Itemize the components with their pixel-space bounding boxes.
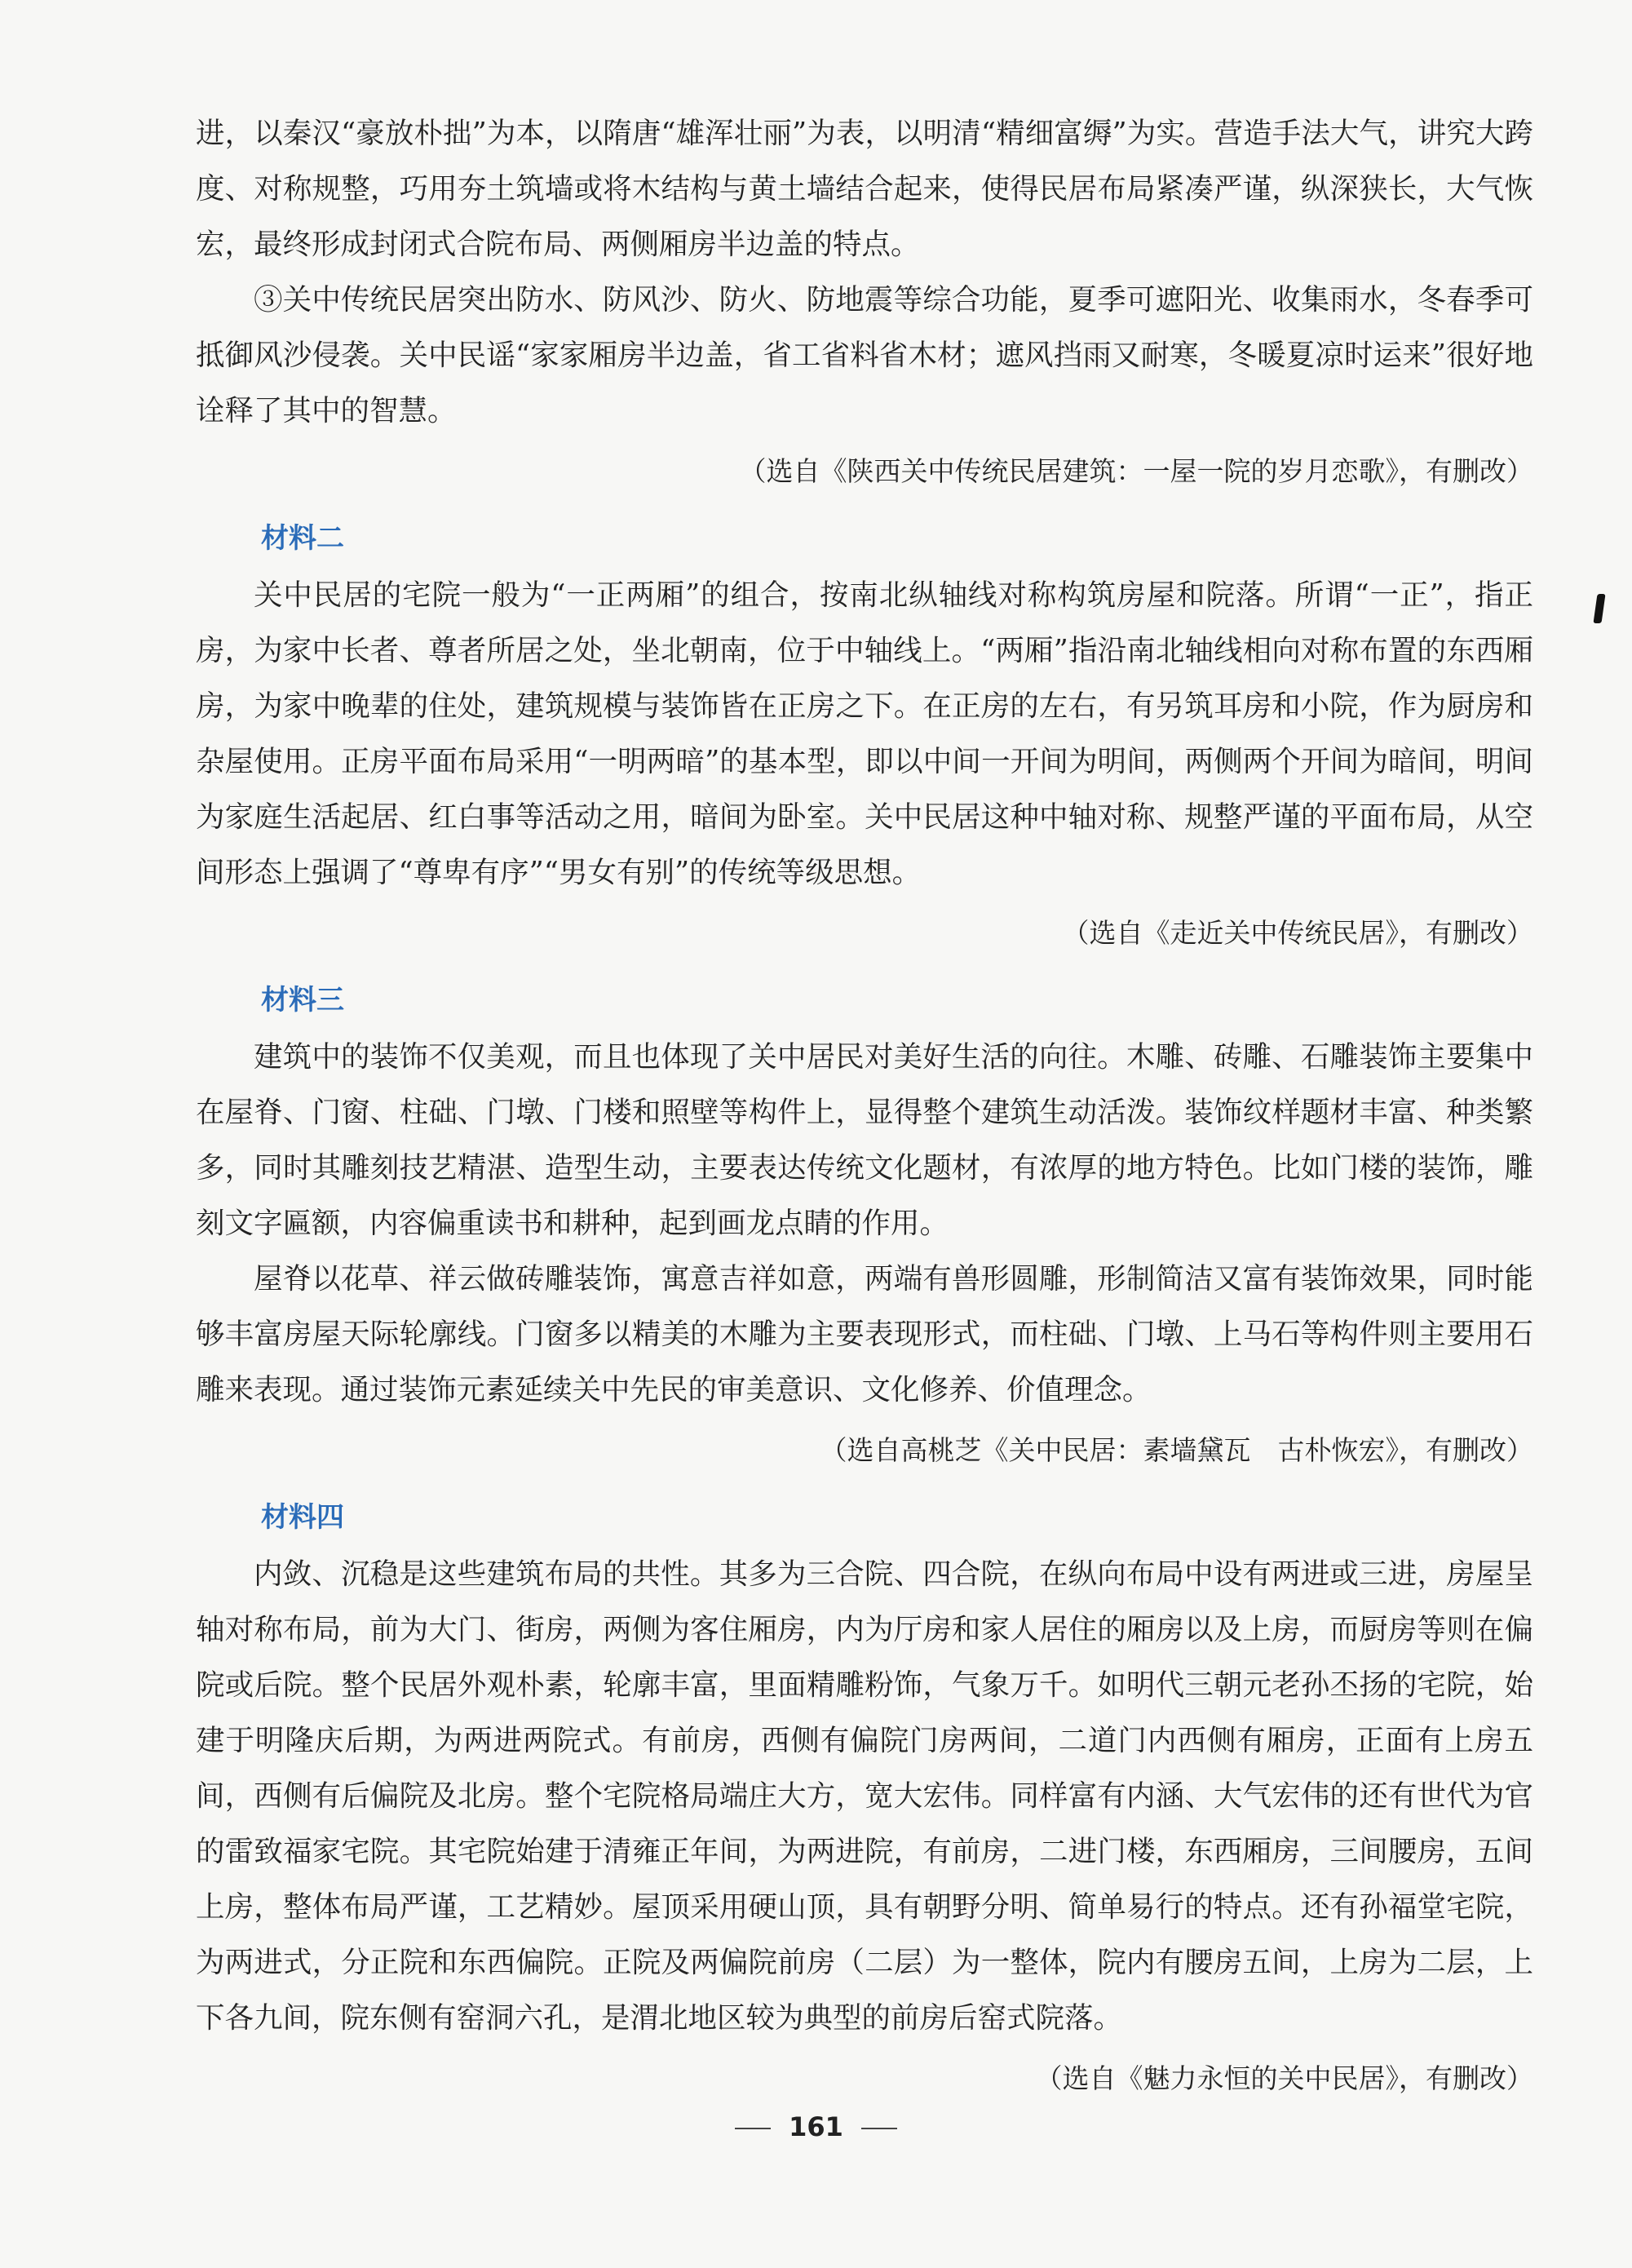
source-citation-2: （选自《走近关中传统民居》，有删改）: [1062, 917, 1533, 949]
source-citation-4: （选自《魅力永恒的关中民居》，有删改）: [1035, 2062, 1533, 2094]
paragraph-point-3: ③关中传统民居突出防水、防风沙、防火、防地震等综合功能，夏季可遮阳光、收集雨水，冬春季可抵御风沙侵袭。关中民谣“家家厢房半边盖，省工省料省木材；遮风挡雨又耐寒，冬暖夏凉时运来”很好地诠释了其中的智慧。: [196, 283, 1533, 427]
paragraph-material-3-a: 建筑中的装饰不仅美观，而且也体现了关中居民对美好生活的向往。木雕、砖雕、石雕装饰主要集中在屋脊、门窗、柱础、门墩、门楼和照壁等构件上，显得整个建筑生动活泼。装饰纹样题材丰富、种类繁多，同时其雕刻技艺精湛、造型生动，主要表达传统文化题材，有浓厚的地方特色。比如门楼的装饰，雕刻文字匾额，内容偏重读书和耕种，起到画龙点睛的作用。: [196, 1040, 1533, 1240]
paragraph-material-3-b: 屋脊以花草、祥云做砖雕装饰，寓意吉祥如意，两端有兽形圆雕，形制简洁又富有装饰效果，同时能够丰富房屋天际轮廓线。门窗多以精美的木雕为主要表现形式，而柱础、门墩、上马石等构件则主要用石雕来表现。通过装饰元素延续关中先民的审美意识、文化修养、价值理念。: [196, 1262, 1533, 1406]
page-footer: [0, 2111, 1632, 2142]
paragraph-material-4: 内敛、沉稳是这些建筑布局的共性。其多为三合院、四合院，在纵向布局中设有两进或三进，房屋呈轴对称布局，前为大门、街房，两侧为客住厢房，内为厅房和家人居住的厢房以及上房，而厨房等则在偏院或后院。整个民居外观朴素，轮廓丰富，里面精雕粉饰，气象万千。如明代三朝元老孙丕扬的宅院，始建于明隆庆后期，为两进两院式。有前房，西侧有偏院门房两间，二道门内西侧有厢房，正面有上房五间，西侧有后偏院及北房。整个宅院格局端庄大方，宽大宏伟。同样富有内涵、大气宏伟的还有世代为官的雷致福家宅院。其宅院始建于清雍正年间，为两进院，有前房，二进门楼，东西厢房，三间腰房，五间上房，整体布局严谨，工艺精妙。屋顶采用硬山顶，具有朝野分明、简单易行的特点。还有孙福堂宅院，为两进式，分正院和东西偏院。正院及两偏院前房（二层）为一整体，院内有腰房五间，上房为二层，上下各九间，院东侧有窑洞六孔，是渭北地区较为典型的前房后窑式院落。: [196, 1557, 1533, 2035]
source-citation-1: （选自《陕西关中传统民居建筑：一屋一院的岁月恋歌》，有删改）: [739, 455, 1533, 487]
footer-dash-left: [735, 2128, 771, 2129]
section-heading-material-4: 材料四: [261, 1501, 344, 1534]
paragraph-material-2: 关中民居的宅院一般为“一正两厢”的组合，按南北纵轴线对称构筑房屋和院落。所谓“一正”，指正房，为家中长者、尊者所居之处，坐北朝南，位于中轴线上。“两厢”指沿南北轴线相向对称布置的东西厢房，为家中晚辈的住处，建筑规模与装饰皆在正房之下。在正房的左右，有另筑耳房和小院，作为厨房和杂屋使用。正房平面布局采用“一明两暗”的基本型，即以中间一开间为明间，两侧两个开间为暗间，明间为家庭生活起居、红白事等活动之用，暗间为卧室。关中民居这种中轴对称、规整严谨的平面布局，从空间形态上强调了“尊卑有序”“男女有别”的传统等级思想。: [196, 578, 1533, 889]
margin-mark: [1593, 594, 1605, 623]
page-content: [196, 106, 1533, 2120]
page-number: 161: [789, 2111, 843, 2142]
section-heading-material-2: 材料二: [261, 522, 344, 555]
footer-dash-right: [861, 2128, 897, 2129]
source-citation-3: （选自高桃芝《关中民居：素墙黛瓦 古朴恢宏》，有删改）: [820, 1434, 1533, 1466]
paragraph-intro-continued: 进，以秦汉“豪放朴拙”为本，以隋唐“雄浑壮丽”为表，以明清“精细富缛”为实。营造手法大气，讲究大跨度、对称规整，巧用夯土筑墙或将木结构与黄土墙结合起来，使得民居布局紧凑严谨，纵深狭长，大气恢宏，最终形成封闭式合院布局、两侧厢房半边盖的特点。: [196, 117, 1533, 261]
section-heading-material-3: 材料三: [261, 984, 344, 1017]
